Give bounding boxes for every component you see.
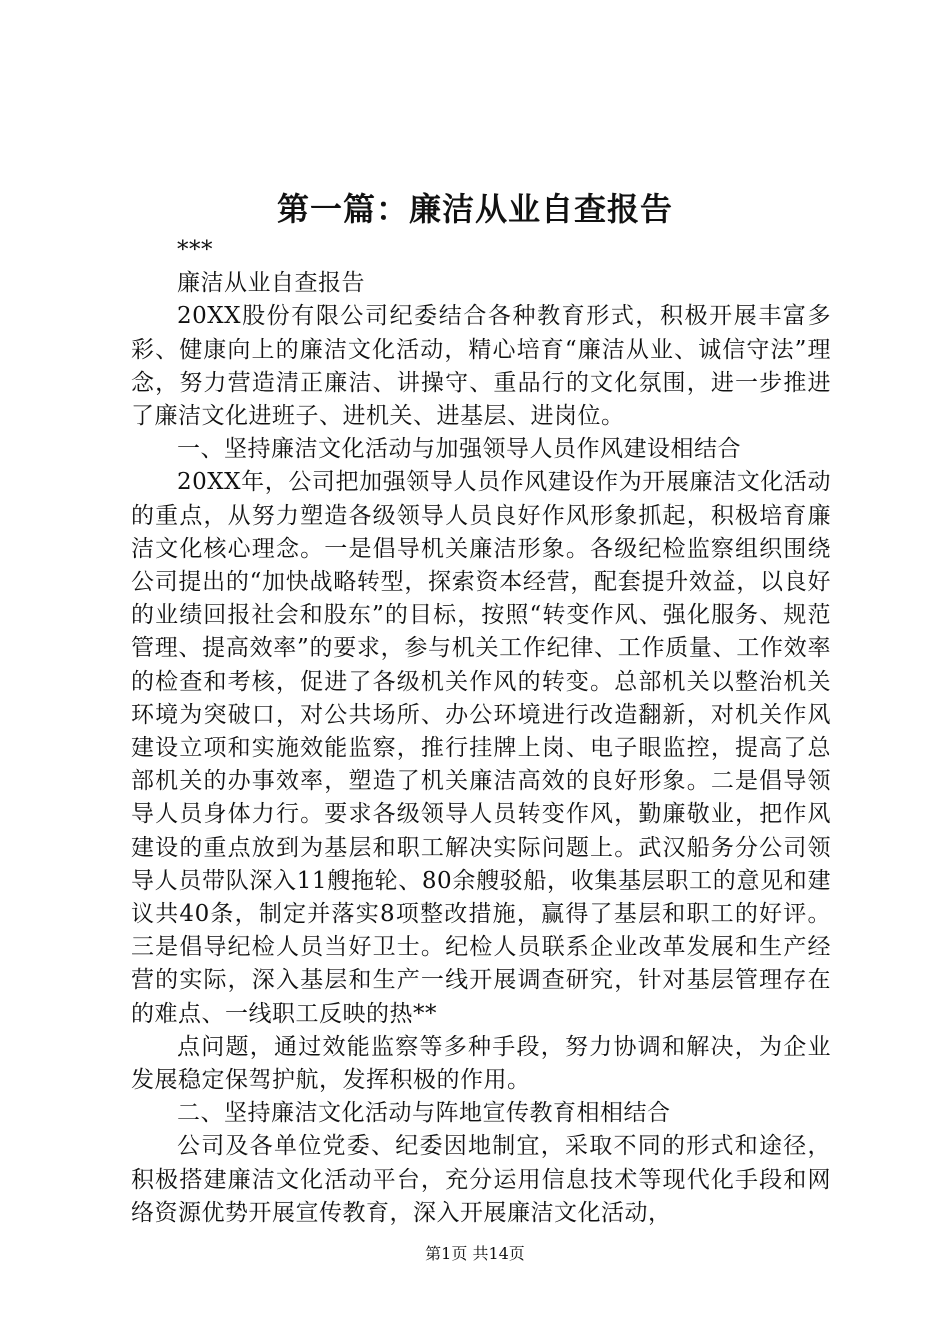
section-heading: 二、坚持廉洁文化活动与阵地宣传教育相相结合 (177, 1100, 671, 1127)
section-heading: 一、坚持廉洁文化活动与加强领导人员作风建设相结合 (177, 436, 741, 463)
page-footer: 第1页 共14页 (425, 1244, 525, 1263)
paragraph: 20XX股份有限公司纪委结合各种教育形式，积极开展丰富多彩、健康向上的廉洁文化活动，精心培育“廉洁从业、诚信守法”理念，努力营造清正廉洁、讲操守、重品行的文化氛围，进一步推进了廉洁文化进班子、进机关、进基层、进岗位。 (131, 303, 831, 430)
paragraph: 公司及各单位党委、纪委因地制宜，采取不同的形式和途径，积极搭建廉洁文化活动平台，充分运用信息技术等现代化手段和网络资源优势开展宣传教育，深入开展廉洁文化活动， (131, 1133, 831, 1226)
paragraph: *** (177, 237, 213, 263)
document-body (131, 234, 831, 1230)
paragraph: 廉洁从业自查报告 (177, 270, 365, 297)
paragraph: 20XX年，公司把加强领导人员作风建设作为开展廉洁文化活动的重点，从努力塑造各级领导人员良好作风形象抓起，积极培育廉洁文化核心理念。一是倡导机关廉洁形象。各级纪检监察组织围绕公司提出的“加快战略转型，探索资本经营，配套提升效益，以良好的业绩回报社会和股东”的目标，按照“转变作风、强化服务、规范管理、提高效率”的要求，参与机关工作纪律、工作质量、工作效率的检查和考核，促进了各级机关作风的转变。总部机关以整治机关环境为突破口，对公共场所、办公环境进行改造翻新，对机关作风建设立项和实施效能监察，推行挂牌上岗、电子眼监控，提高了总部机关的办事效率，塑造了机关廉洁高效的良好形象。二是倡导领导人员身体力行。要求各级领导人员转变作风，勤廉敬业，把作风建设的重点放到为基层和职工解决实际问题上。武汉船务分公司领导人员带队深入11艘拖轮、80余艘驳船，收集基层职工的意见和建议共40条，制定并落实8项整改措施，赢得了基层和职工的好评。三是倡导纪检人员当好卫士。纪检人员联系企业改革发展和生产经营的实际，深入基层和生产一线开展调查研究，针对基层管理存在的难点、一线职工反映的热** (131, 469, 831, 1027)
document-title: 第一篇：廉洁从业自查报告 (276, 190, 673, 228)
paragraph: 点问题，通过效能监察等多种手段，努力协调和解决，为企业发展稳定保驾护航，发挥积极的作用。 (131, 1033, 831, 1094)
